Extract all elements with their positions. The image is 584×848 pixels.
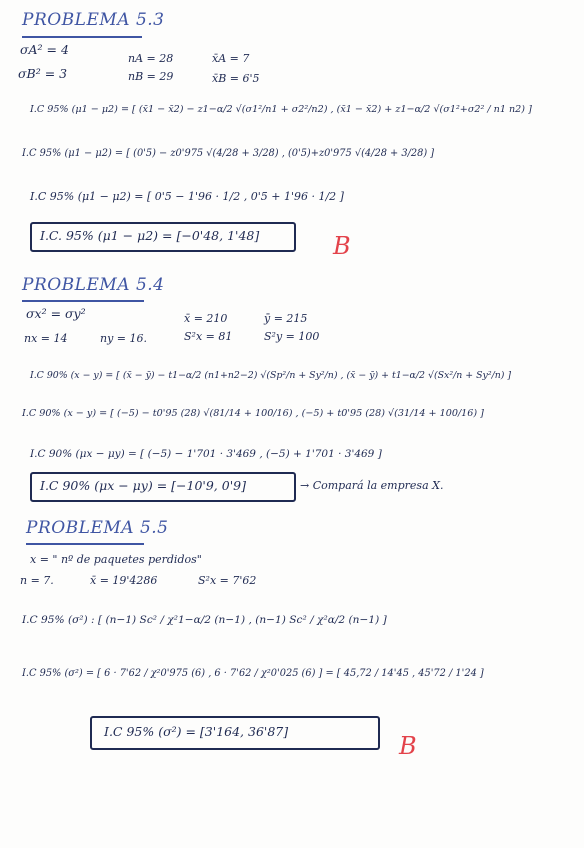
result-box-54 [30,472,296,502]
result-55: I.C 95% (σ²) = [3'164, 36'87] [104,724,289,739]
var-a: σA² = 4 [20,42,69,57]
s2-y: S²y = 100 [264,330,320,343]
result-53: I.C. 95% (μ1 − μ2) = [−0'48, 1'48] [40,228,260,243]
step1-54: I.C 90% (x − y) = [ (−5) − t0'95 (28) √(81/14 + 100/16) , (−5) + t0'95 (28) √(31/14 + 100/16) ] [22,408,484,419]
step1-53: I.C 95% (μ1 − μ2) = [ (0'5) − z0'975 √(4/28 + 3/28) , (0'5)+z0'975 √(4/28 + 3/28) ] [22,148,435,159]
grade-53: B [333,232,351,260]
problem-54-title: PROBLEMA 5.4 [22,275,165,295]
mean-55: x̄ = 19'4286 [90,574,158,587]
problem-55-title-underline [26,543,144,545]
def-55: x = " nº de paquetes perdidos" [30,553,202,566]
result-54: I.C 90% (μx − μy) = [−10'9, 0'9] [40,478,246,493]
formula-53: I.C 95% (μ1 − μ2) = [ (x̄1 − x̄2) − z1−α/2 √(σ1²/n1 + σ2²/n2) , (x̄1 − x̄2) + z1−α/2 √(σ1²+σ2² / n1 n2) ] [30,104,532,115]
var-b: σB² = 3 [18,66,68,81]
s2-55: S²x = 7'62 [198,574,257,587]
problem-53-title: PROBLEMA 5.3 [22,10,165,30]
problem-55-title: PROBLEMA 5.5 [26,518,169,538]
step2-53: I.C 95% (μ1 − μ2) = [ 0'5 − 1'96 · 1/2 , 0'5 + 1'96 · 1/2 ] [30,190,344,203]
result-box-53 [30,222,296,252]
n-55: n = 7. [20,574,54,587]
problem-53-title-underline [22,36,142,38]
mean-b: x̄B = 6'5 [212,72,260,85]
mean-a: x̄A = 7 [212,52,250,65]
n-b: nB = 29 [128,70,174,83]
step2-54: I.C 90% (μx − μy) = [ (−5) − 1'701 · 3'469 , (−5) + 1'701 · 3'469 ] [30,448,382,460]
n-a: nA = 28 [128,52,174,65]
n-y: ny = 16. [100,332,148,345]
formula-55: I.C 95% (σ²) : [ (n−1) Sc² / χ²1−α/2 (n−1) , (n−1) Sc² / χ²α/2 (n−1) ] [22,614,387,626]
formula-54: I.C 90% (x − y) = [ (x̄ − ȳ) − t1−α/2 (n1+n2−2) √(Sp²/n + Sy²/n) , (x̄ − ȳ) + t1−α/2 √(Sx²/n + Sy²/n) ] [30,370,512,381]
grade-55: B [399,732,417,760]
result-box-55 [90,716,380,750]
vars-54: σx² = σy² [26,306,86,321]
problem-54-title-underline [22,300,144,302]
n-x: nx = 14 [24,332,68,345]
step1-55: I.C 95% (σ²) = [ 6 · 7'62 / χ²0'975 (6) , 6 · 7'62 / χ²0'025 (6) ] = [ 45,72 / 14'45 , 45'72 / 1'24 ] [22,668,484,679]
s2-x: S²x = 81 [184,330,233,343]
mean-y: ȳ = 215 [264,312,308,325]
mean-x: x̄ = 210 [184,312,228,325]
note-54: → Compará la empresa X. [300,479,444,492]
